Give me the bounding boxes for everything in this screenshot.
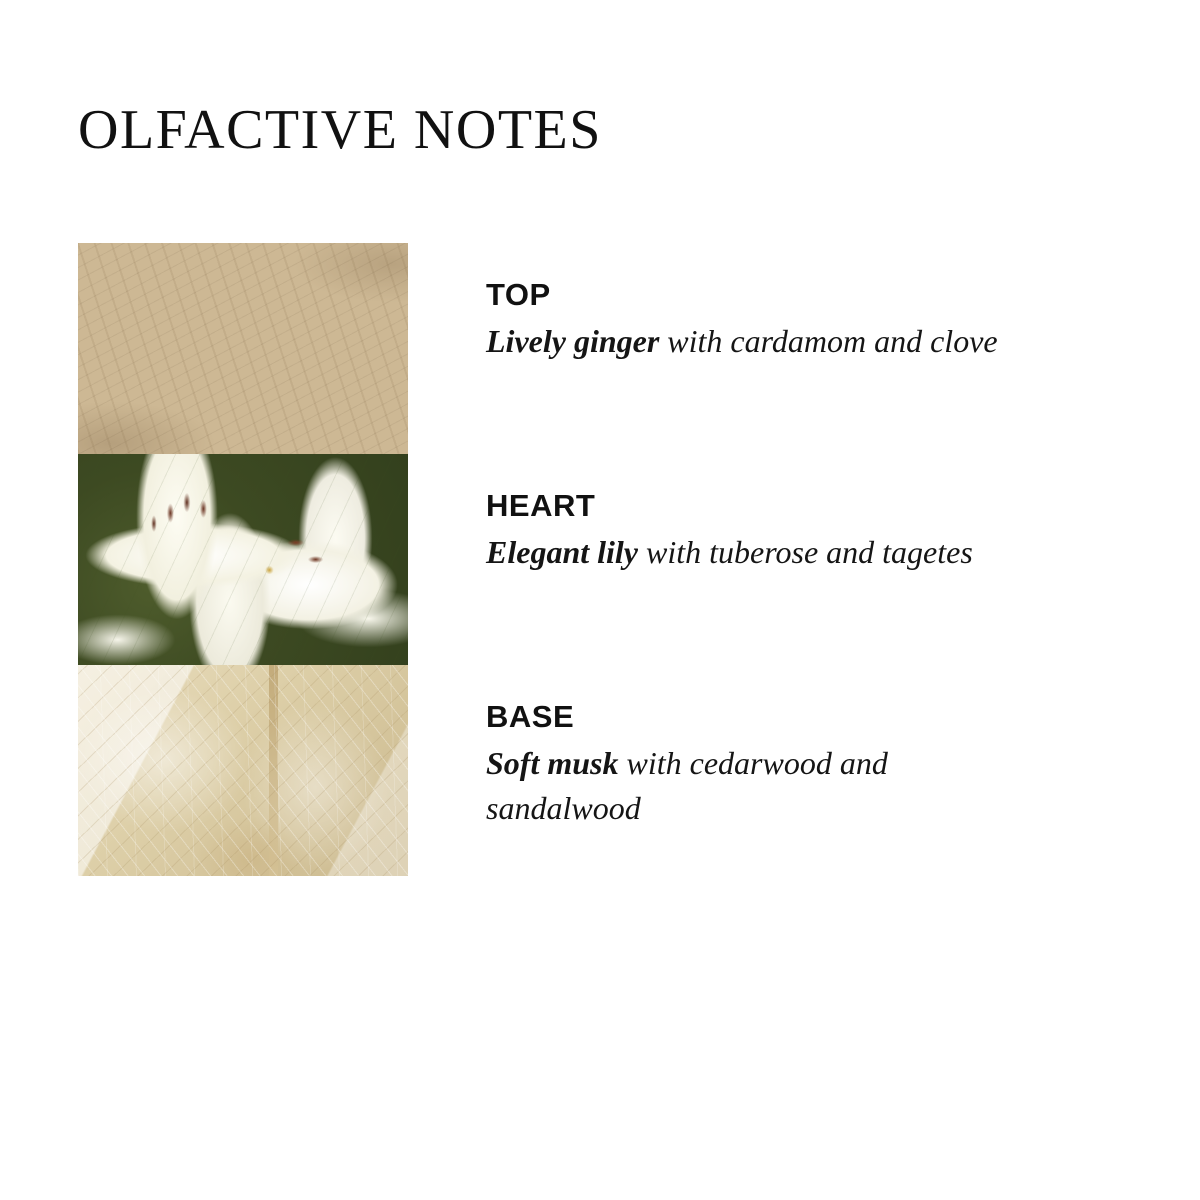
note-lead: Lively ginger — [486, 322, 660, 359]
note-text — [408, 665, 1006, 832]
note-label: TOP — [486, 277, 551, 312]
note-row — [78, 665, 1118, 876]
note-rest: with cardamom and clove — [659, 322, 998, 359]
resin-crystals-photo — [78, 665, 408, 876]
notes-list — [78, 243, 1118, 877]
note-lead: Soft musk — [486, 744, 619, 781]
ginger-root-photo — [78, 243, 408, 454]
note-label: HEART — [486, 488, 596, 523]
page-title: OLFACTIVE NOTES — [78, 98, 602, 161]
note-description — [486, 319, 998, 364]
note-row — [78, 243, 1118, 454]
note-description — [486, 530, 973, 575]
note-label: BASE — [486, 699, 575, 734]
note-rest: with cedarwood and sandalwood — [486, 744, 888, 827]
resin-seam — [269, 665, 278, 876]
note-text — [408, 454, 973, 575]
white-lily-photo — [78, 454, 408, 665]
note-rest: with tuberose and tagetes — [638, 533, 973, 570]
note-lead: Elegant lily — [486, 533, 638, 570]
note-description — [486, 741, 1006, 832]
note-row — [78, 454, 1118, 665]
note-text — [408, 243, 998, 364]
